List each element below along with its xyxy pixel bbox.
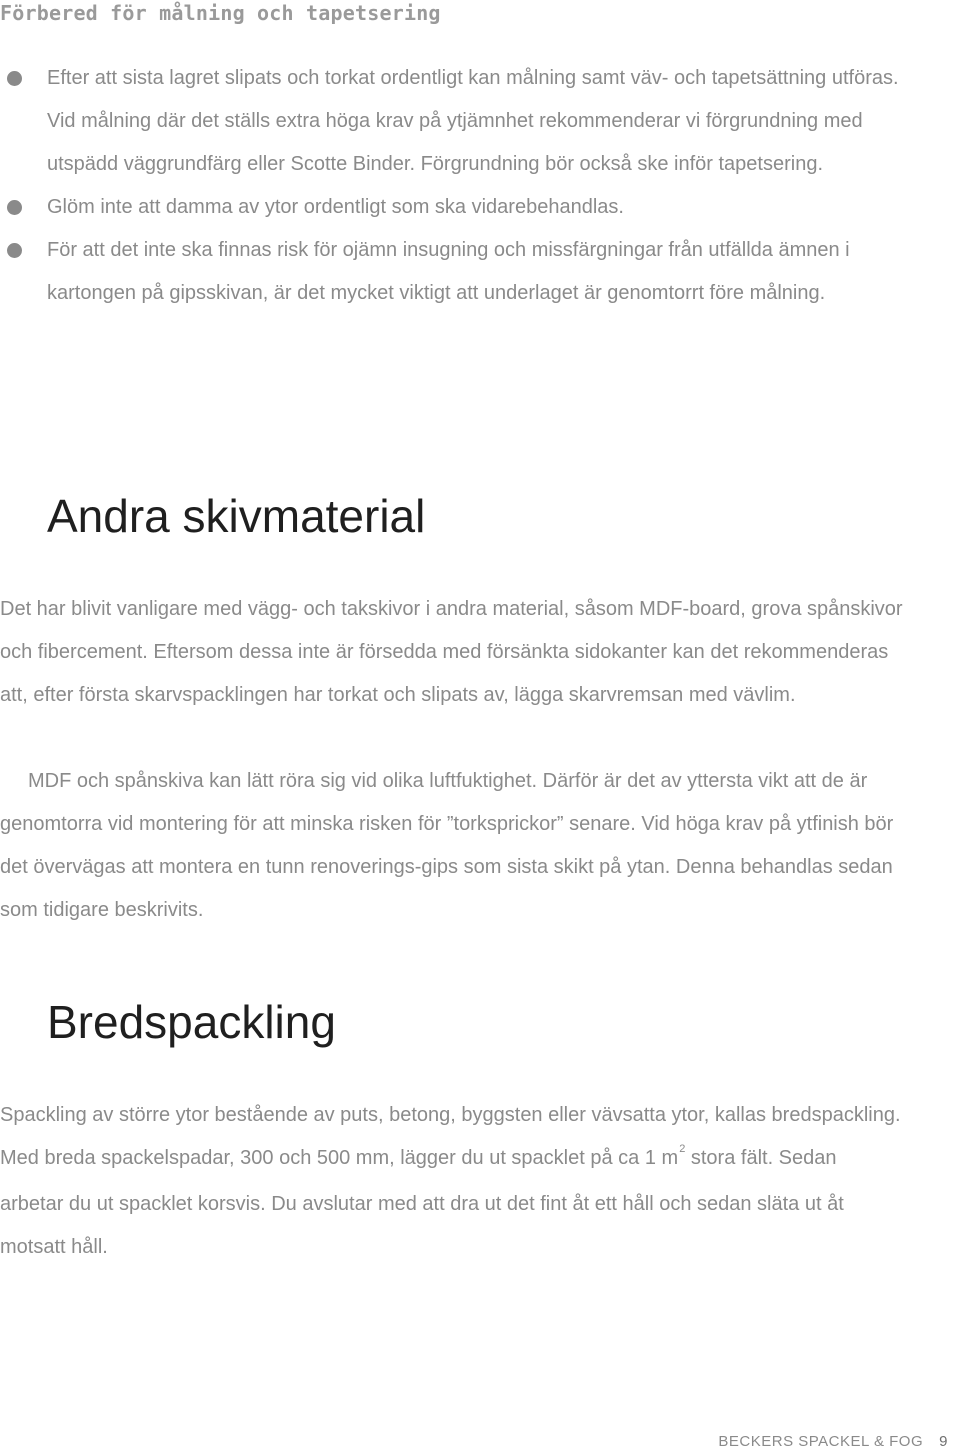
bredspackling-text-start: Spackling av större ytor bestående av puts, betong, byggsten eller vävsatta ytor, kallas bredspackling. Med breda spackelspadar, 300 och 500 mm, lägger du ut spacklet på ca 1 m <box>0 1104 901 1169</box>
bredspackling-text-end: stora fält. Sedan arbetar du ut spacklet korsvis. Du avslutar med att dra ut det fint åt ett håll och sedan släta ut åt motsatt håll. <box>0 1147 844 1258</box>
bullet-text: Efter att sista lagret slipats och torkat ordentligt kan målning samt väv- och tapetsättning utföras. Vid målning där det ställs extra höga krav på ytjämnhet rekommenderar vi förgrundning med utspädd väggrundfärg eller Scotte Binder. Förgrundning bör också ske inför tapetsering. <box>47 67 899 175</box>
andra-paragraph-1: Det har blivit vanligare med vägg- och takskivor i andra material, såsom MDF-board, grova spånskivor och fibercement. Eftersom dessa inte är försedda med försänkta sidokanter kan det rekommenderas att, efter första skarvspacklingen har torkat och slipats av, lägga skarvremsan med vävlim. <box>0 598 903 706</box>
bullet-dot-icon <box>7 243 22 258</box>
andra-paragraph-2: MDF och spånskiva kan lätt röra sig vid olika luftfuktighet. Därför är det av yttersta vikt att de är genomtorra vid montering för att minska risken för ”torksprickor” senare. Vid höga krav på ytfinish bör det övervägas att montera en tunn renoverings-gips som sista skikt på ytan. Denna behandlas sedan som tidigare beskrivits. <box>0 770 894 921</box>
footer-brand: BECKERS SPACKEL & FOG <box>718 1433 924 1450</box>
bullet-dot-icon <box>7 200 22 215</box>
page-number: 9 <box>939 1433 948 1450</box>
bullet-item <box>0 186 900 229</box>
bullet-item <box>0 229 900 315</box>
andra-skivmaterial-heading: Andra skivmaterial <box>47 490 426 542</box>
bredspackling-heading: Bredspackling <box>47 996 336 1048</box>
bullet-dot-icon <box>7 71 22 86</box>
bullet-item <box>0 57 900 186</box>
bullet-text: För att det inte ska finnas risk för ojämn insugning och missfärgningar från utfällda ämnen i kartongen på gipsskivan, är det mycket viktigt att underlaget är genomtorrt före målning. <box>47 239 850 304</box>
bullet-list <box>0 57 900 315</box>
page-footer <box>718 1432 948 1452</box>
bullet-text: Glöm inte att damma av ytor ordentligt som ska vidarebehandlas. <box>47 196 624 218</box>
superscript-2: 2 <box>679 1143 686 1155</box>
bredspackling-paragraph <box>0 1094 905 1269</box>
section-heading: Förbered för målning och tapetsering <box>0 1 441 25</box>
